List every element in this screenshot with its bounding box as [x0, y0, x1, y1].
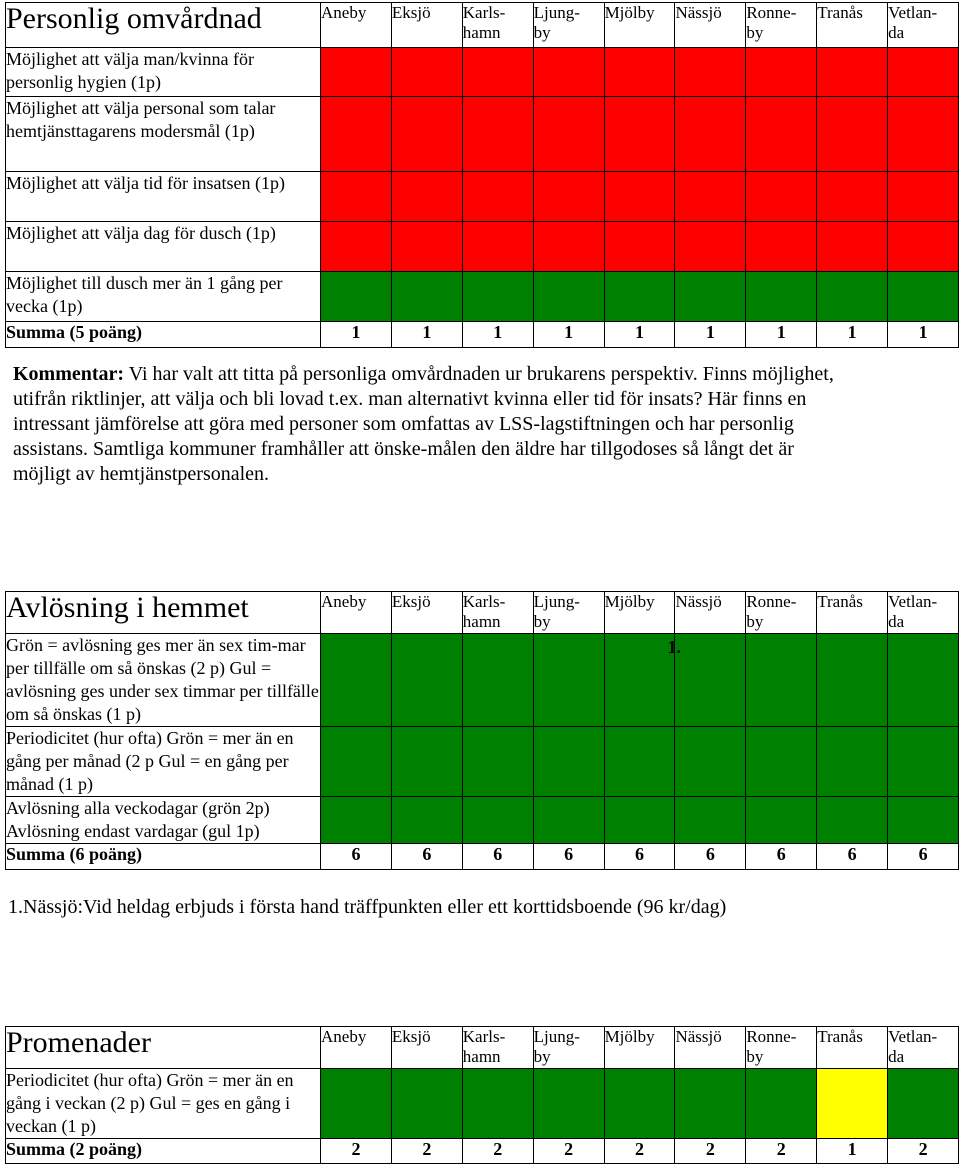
col-header-tranas: Tranås: [817, 1027, 888, 1069]
col-header-ronneby: Ronne- by: [746, 592, 817, 634]
sum-value: 2: [391, 1139, 462, 1164]
sum-label: Summa (6 poäng): [6, 844, 321, 870]
sum-value: 2: [321, 1139, 392, 1164]
status-cell-green: [604, 797, 675, 844]
status-cell-green: [746, 272, 817, 322]
col-header-karlshamn: Karls- hamn: [462, 592, 533, 634]
status-cell-red: [391, 172, 462, 222]
status-cell-red: [391, 222, 462, 272]
col-header-aneby: Aneby: [321, 3, 392, 48]
status-cell-green: [604, 272, 675, 322]
col-header-karlshamn: Karls- hamn: [462, 1027, 533, 1069]
sum-value: 6: [391, 844, 462, 870]
row-label: Möjlighet till dusch mer än 1 gång per vecka (1p): [6, 272, 321, 322]
table-row: [6, 634, 959, 727]
status-cell-green: [817, 727, 888, 797]
table-row: [6, 48, 959, 97]
status-cell-red: [888, 97, 959, 172]
personlig-omvardnad-table: [5, 2, 959, 348]
sum-row: [6, 1139, 959, 1164]
col-header-vetlanda: Vetlan- da: [888, 3, 959, 48]
status-cell-green: [746, 1069, 817, 1139]
status-cell-green: [321, 272, 392, 322]
status-cell-green: [462, 797, 533, 844]
status-cell-green: [888, 797, 959, 844]
status-cell-red: [533, 97, 604, 172]
status-cell-red: [462, 222, 533, 272]
sum-value: 1: [746, 322, 817, 348]
status-cell-green: [888, 1069, 959, 1139]
status-cell-green: [321, 634, 392, 727]
col-header-ronneby: Ronne- by: [746, 1027, 817, 1069]
status-cell-green: [391, 797, 462, 844]
col-header-ronneby: Ronne- by: [746, 3, 817, 48]
status-cell-red: [533, 172, 604, 222]
status-cell-red: [533, 222, 604, 272]
status-cell-green: [604, 1069, 675, 1139]
status-cell-green: [462, 1069, 533, 1139]
status-cell-green: [746, 797, 817, 844]
status-cell-green: [533, 727, 604, 797]
sum-value: 6: [817, 844, 888, 870]
table-row: [6, 272, 959, 322]
status-cell-green: [533, 797, 604, 844]
status-cell-green: [817, 272, 888, 322]
status-cell-red: [746, 48, 817, 97]
col-header-karlshamn: Karls- hamn: [462, 3, 533, 48]
col-header-tranas: Tranås: [817, 592, 888, 634]
col-header-vetlanda: Vetlan- da: [888, 1027, 959, 1069]
status-cell-green: [604, 727, 675, 797]
row-label: Avlösning alla veckodagar (grön 2p) Avlösning endast vardagar (gul 1p): [6, 797, 321, 844]
sum-value: 1: [533, 322, 604, 348]
status-cell-green: [462, 634, 533, 727]
status-cell-green: [321, 1069, 392, 1139]
status-cell-green: [391, 272, 462, 322]
col-header-tranas: Tranås: [817, 3, 888, 48]
col-header-ljungby: Ljung- by: [533, 3, 604, 48]
row-label: Möjlighet att välja dag för dusch (1p): [6, 222, 321, 272]
status-cell-yellow: [817, 1069, 888, 1139]
status-cell-red: [888, 172, 959, 222]
status-cell-red: [533, 48, 604, 97]
row-label: Periodicitet (hur ofta) Grön = mer än en gång per månad (2 p Gul = en gång per månad (1 p): [6, 727, 321, 797]
status-cell-green: [391, 727, 462, 797]
col-header-eksjo: Eksjö: [391, 1027, 462, 1069]
col-header-eksjo: Eksjö: [391, 592, 462, 634]
row-label: Grön = avlösning ges mer än sex tim-mar per tillfälle om så önskas (2 p) Gul = avlösning ges under sex timmar per tillfälle om så önskas (1 p): [6, 634, 321, 727]
sum-value: 1: [391, 322, 462, 348]
sum-row: [6, 844, 959, 870]
table-row: [6, 97, 959, 172]
sum-value: 2: [533, 1139, 604, 1164]
section-title: Avlösning i hemmet: [6, 592, 321, 634]
col-header-eksjo: Eksjö: [391, 3, 462, 48]
col-header-aneby: Aneby: [321, 592, 392, 634]
status-cell-red: [675, 48, 746, 97]
status-cell-green: [321, 797, 392, 844]
sum-value: 6: [321, 844, 392, 870]
table-row: [6, 797, 959, 844]
sum-value: 2: [675, 1139, 746, 1164]
status-cell-green: [888, 272, 959, 322]
status-cell-green: [462, 272, 533, 322]
status-cell-green: [675, 727, 746, 797]
sum-value: 6: [533, 844, 604, 870]
sum-value: 2: [746, 1139, 817, 1164]
status-cell-red: [604, 172, 675, 222]
sum-value: 1: [321, 322, 392, 348]
status-cell-green: [675, 1069, 746, 1139]
status-cell-green: [321, 727, 392, 797]
status-cell-red: [675, 97, 746, 172]
sum-value: 1: [675, 322, 746, 348]
row-label: Periodicitet (hur ofta) Grön = mer än en gång i veckan (2 p) Gul = ges en gång i veckan (1 p): [6, 1069, 321, 1139]
table-row: [6, 1069, 959, 1139]
status-cell-green: [604, 634, 675, 727]
status-cell-red: [604, 48, 675, 97]
col-header-aneby: Aneby: [321, 1027, 392, 1069]
status-cell-red: [391, 97, 462, 172]
avlosning-table: [5, 591, 959, 870]
col-header-mjolby: Mjölby: [604, 3, 675, 48]
sum-value: 1: [888, 322, 959, 348]
col-header-mjolby: Mjölby: [604, 1027, 675, 1069]
col-header-vetlanda: Vetlan- da: [888, 592, 959, 634]
comment-paragraph: [13, 362, 853, 487]
status-cell-red: [888, 48, 959, 97]
status-cell-red: [817, 222, 888, 272]
status-cell-red: [746, 172, 817, 222]
sum-value: 2: [888, 1139, 959, 1164]
status-cell-green: [533, 634, 604, 727]
status-cell-green: [533, 272, 604, 322]
status-cell-red: [462, 172, 533, 222]
status-cell-green: [888, 727, 959, 797]
status-cell-green: [817, 797, 888, 844]
col-header-mjolby: Mjölby: [604, 592, 675, 634]
row-label: Möjlighet att välja tid för insatsen (1p): [6, 172, 321, 222]
sum-row: [6, 322, 959, 348]
sum-label: Summa (2 poäng): [6, 1139, 321, 1164]
col-header-nassjo: Nässjö: [675, 3, 746, 48]
status-cell-red: [746, 222, 817, 272]
comment-label: Kommentar:: [13, 363, 125, 385]
status-cell-red: [675, 222, 746, 272]
status-cell-red: [321, 172, 392, 222]
status-cell-green: [675, 272, 746, 322]
status-cell-red: [817, 97, 888, 172]
sum-value: 6: [888, 844, 959, 870]
status-cell-red: [604, 222, 675, 272]
status-cell-red: [321, 222, 392, 272]
section-title: Promenader: [6, 1027, 321, 1069]
col-header-nassjo: Nässjö: [675, 592, 746, 634]
sum-value: 2: [604, 1139, 675, 1164]
promenader-table: [5, 1026, 959, 1164]
sum-value: 6: [675, 844, 746, 870]
comment-text: Vi har valt att titta på personliga omvårdnaden ur brukarens perspektiv. Finns möjlighet, utifrån riktlinjer, att välja och bli lovad t.ex. man alternativt kvinna eller tid för insats? Här finns en intressant jämförelse att göra med personer som omfattas av LSS-lagstiftningen och har personlig assistans. Samtliga kommuner framhåller att önske-målen den äldre har tillgodoses så långt det är möjligt av hemtjänstpersonalen.: [13, 363, 834, 485]
col-header-ljungby: Ljung- by: [533, 1027, 604, 1069]
sum-value: 1: [604, 322, 675, 348]
status-cell-red: [675, 172, 746, 222]
status-cell-red: [604, 97, 675, 172]
row-label: Möjlighet att välja man/kvinna för personlig hygien (1p): [6, 48, 321, 97]
footnote: 1.Nässjö:Vid heldag erbjuds i första hand träffpunkten eller ett korttidsboende (96 kr/dag): [8, 896, 727, 918]
section-title: Personlig omvårdnad: [6, 3, 321, 48]
status-cell-green: [533, 1069, 604, 1139]
col-header-nassjo: Nässjö: [675, 1027, 746, 1069]
status-cell-green: [746, 634, 817, 727]
status-cell-red: [817, 48, 888, 97]
sum-value: 6: [604, 844, 675, 870]
sum-value: 6: [746, 844, 817, 870]
table-row: [6, 727, 959, 797]
table-row: [6, 222, 959, 272]
footnote-marker: 1.: [667, 637, 681, 657]
status-cell-red: [321, 97, 392, 172]
status-cell-red: [462, 97, 533, 172]
status-cell-green: [391, 634, 462, 727]
status-cell-green: [391, 1069, 462, 1139]
status-cell-red: [888, 222, 959, 272]
status-cell-red: [746, 97, 817, 172]
sum-value: 1: [462, 322, 533, 348]
status-cell-red: [462, 48, 533, 97]
table-row: [6, 172, 959, 222]
status-cell-green: [675, 797, 746, 844]
sum-value: 1: [817, 1139, 888, 1164]
status-cell-green: [462, 727, 533, 797]
status-cell-green: [746, 727, 817, 797]
sum-value: 2: [462, 1139, 533, 1164]
status-cell-green: [817, 634, 888, 727]
sum-label: Summa (5 poäng): [6, 322, 321, 348]
status-cell-red: [391, 48, 462, 97]
sum-value: 1: [817, 322, 888, 348]
status-cell-green: [888, 634, 959, 727]
row-label: Möjlighet att välja personal som talar hemtjänsttagarens modersmål (1p): [6, 97, 321, 172]
status-cell-red: [321, 48, 392, 97]
status-cell-red: [817, 172, 888, 222]
col-header-ljungby: Ljung- by: [533, 592, 604, 634]
sum-value: 6: [462, 844, 533, 870]
status-cell-green: [667, 634, 746, 727]
